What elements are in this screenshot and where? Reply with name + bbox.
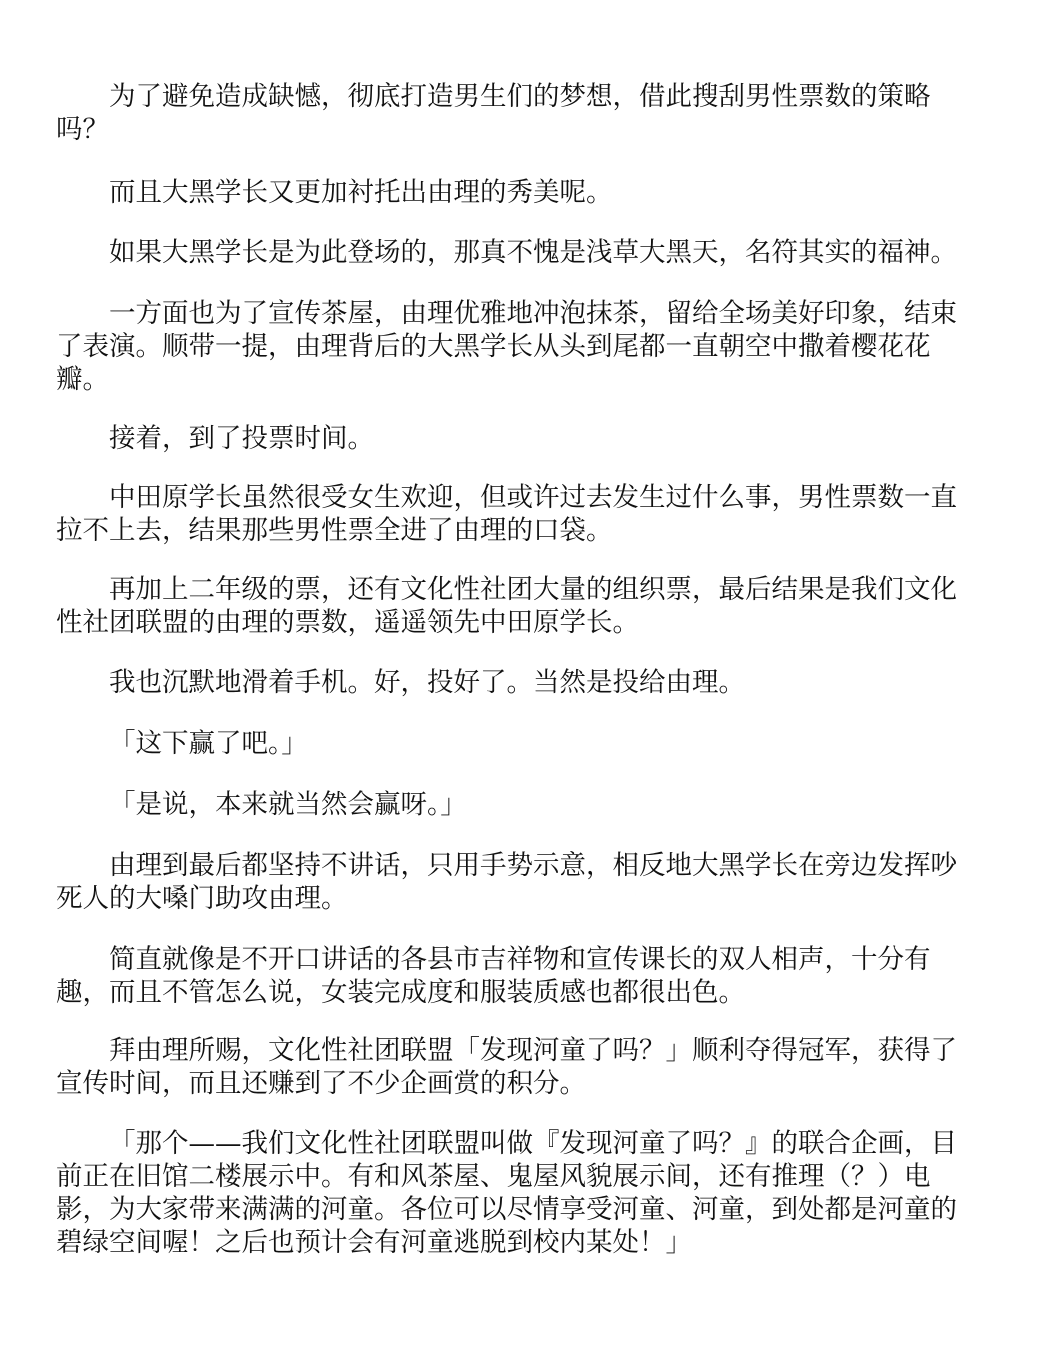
- paragraph: 我也沉默地滑着手机。好，投好了。当然是投给由理。: [109, 667, 745, 698]
- paragraph: 如果大黑学长是为此登场的，那真不愧是浅草大黑天，名符其实的福神。: [109, 237, 957, 268]
- paragraph: 「是说，本来就当然会赢呀。」: [109, 789, 467, 820]
- paragraph: 「这下赢了吧。」: [109, 728, 308, 759]
- paragraph: 而且大黑学长又更加衬托出由理的秀美呢。: [109, 177, 613, 208]
- paragraph: 再加上二年级的票，还有文化性社团大量的组织票，最后结果是我们文化性社团联盟的由理的票数，遥遥领先中田原学长。: [56, 574, 957, 638]
- paragraph: 接着，到了投票时间。: [109, 423, 374, 454]
- paragraph: 一方面也为了宣传茶屋，由理优雅地冲泡抹茶，留给全场美好印象，结束了表演。顺带一提，由理背后的大黑学长从头到尾都一直朝空中撒着樱花花瓣。: [56, 298, 957, 395]
- paragraph: 「那个——我们文化性社团联盟叫做『发现河童了吗？』的联合企画，目前正在旧馆二楼展示中。有和风茶屋、鬼屋风貌展示间，还有推理（？）电影，为大家带来满满的河童。各位可以尽情享受河童、河童，到处都是河童的碧绿空间喔！之后也预计会有河童逃脱到校内某处！」: [56, 1128, 957, 1258]
- paragraph: 简直就像是不开口讲话的各县市吉祥物和宣传课长的双人相声，十分有趣，而且不管怎么说，女装完成度和服装质感也都很出色。: [56, 944, 931, 1008]
- paragraph: 由理到最后都坚持不讲话，只用手势示意，相反地大黑学长在旁边发挥吵死人的大嗓门助攻由理。: [56, 850, 957, 914]
- paragraph: 拜由理所赐，文化性社团联盟「发现河童了吗？」顺利夺得冠军，获得了宣传时间，而且还赚到了不少企画赏的积分。: [56, 1035, 957, 1099]
- paragraph: 中田原学长虽然很受女生欢迎，但或许过去发生过什么事，男性票数一直拉不上去，结果那些男性票全进了由理的口袋。: [56, 482, 957, 546]
- paragraph: 为了避免造成缺憾，彻底打造男生们的梦想，借此搜刮男性票数的策略吗？: [56, 81, 931, 145]
